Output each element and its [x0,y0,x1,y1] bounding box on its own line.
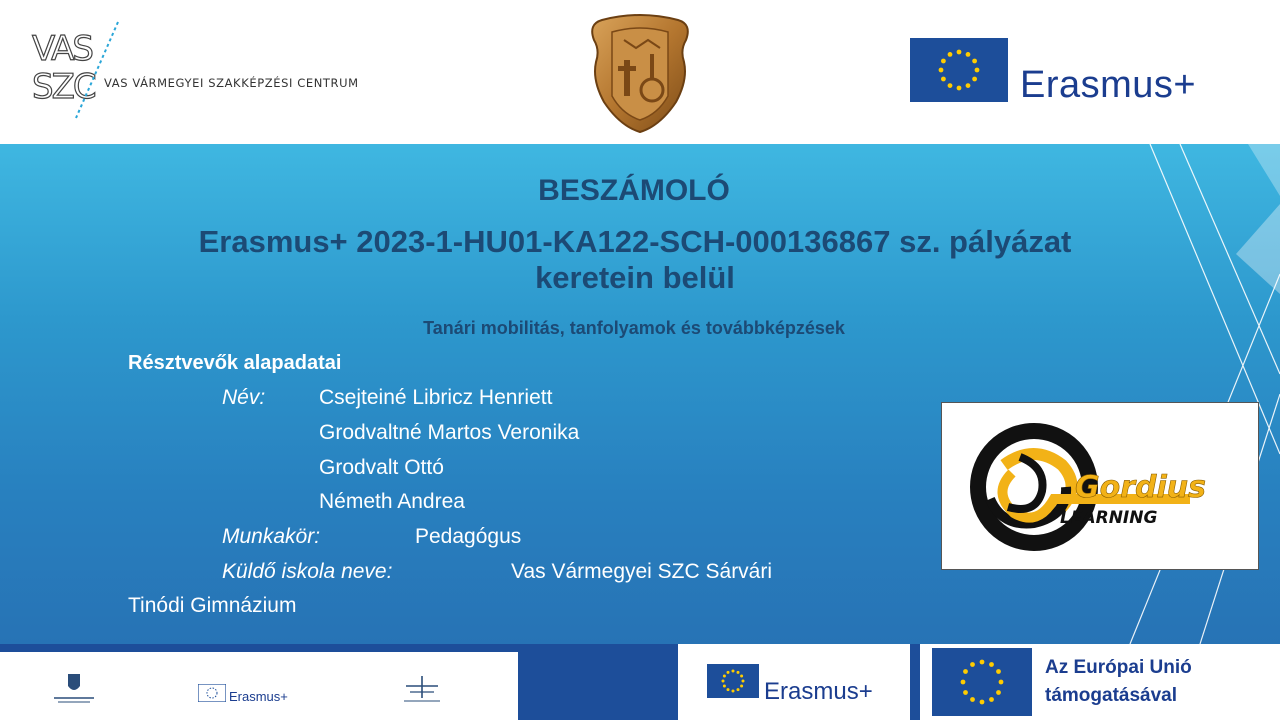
mid-erasmus-wordmark: Erasmus+ [764,678,873,705]
report-panel [0,144,1280,644]
footer-blue-block [518,644,678,720]
gordius-wordmark: Gordius [1075,470,1207,505]
job-value: Pedagógus [415,525,522,548]
header [0,0,1280,144]
vas-szc-name: VAS VÁRMEGYEI SZAKKÉPZÉSI CENTRUM [104,76,359,90]
project-title [100,224,1170,296]
school-value-continued: Tinódi Gimnázium [128,594,297,617]
name-label: Név: [222,386,266,409]
eu-funding-statement [1045,654,1192,710]
svg-text:VAS: VAS [32,29,92,69]
mid-eu-flag-icon [707,664,759,698]
funding-footer [0,644,1280,720]
gordius-logo-graphic [942,403,1260,571]
project-title-line1: Erasmus+ 2023-1-HU01-KA122-SCH-000136867 sz. pályázat [198,224,1072,259]
school-label: Küldő iskola neve: [222,560,393,583]
participants-heading: Résztvevők alapadatai [128,352,342,374]
eu-funding-line1: Az Európai Unió [1045,657,1192,678]
job-label: Munkakör: [222,525,321,548]
crest-emblem [588,10,692,134]
footer-blue-band [0,644,518,652]
tempus-foundation-icon [402,674,442,704]
vas-szc-logo [30,20,359,120]
svg-text:SZC: SZC [32,67,95,107]
small-eu-flag-icon [198,684,226,702]
project-title-line2: keretein belül [535,260,735,295]
erasmus-plus-wordmark: Erasmus+ [1020,64,1197,106]
participant-name: Németh Andrea [319,490,465,513]
erasmus-plus-logo-top [910,36,1240,106]
vas-szc-mark [30,20,130,120]
gordius-learning-logo [941,402,1259,570]
participant-name: Csejteiné Libricz Henriett [319,386,553,409]
report-subtitle: Tanári mobilitás, tanfolyamok és továbbképzések [423,318,845,338]
school-value: Vas Vármegyei SZC Sárvári [511,560,773,583]
participant-name: Grodvaltné Martos Veronika [319,421,580,444]
participant-name: Grodvalt Ottó [319,456,444,479]
ministry-coat-of-arms-icon [50,670,98,706]
eu-funding-line2: támogatásával [1045,685,1178,706]
eu-flag-icon [910,38,1008,102]
report-title: BESZÁMOLÓ [538,174,730,207]
eu-flag-funding-icon [932,648,1032,716]
small-erasmus-wordmark: Erasmus+ [229,689,288,704]
learning-wordmark: LEARNING [1060,508,1158,528]
footer-separator [910,644,920,720]
